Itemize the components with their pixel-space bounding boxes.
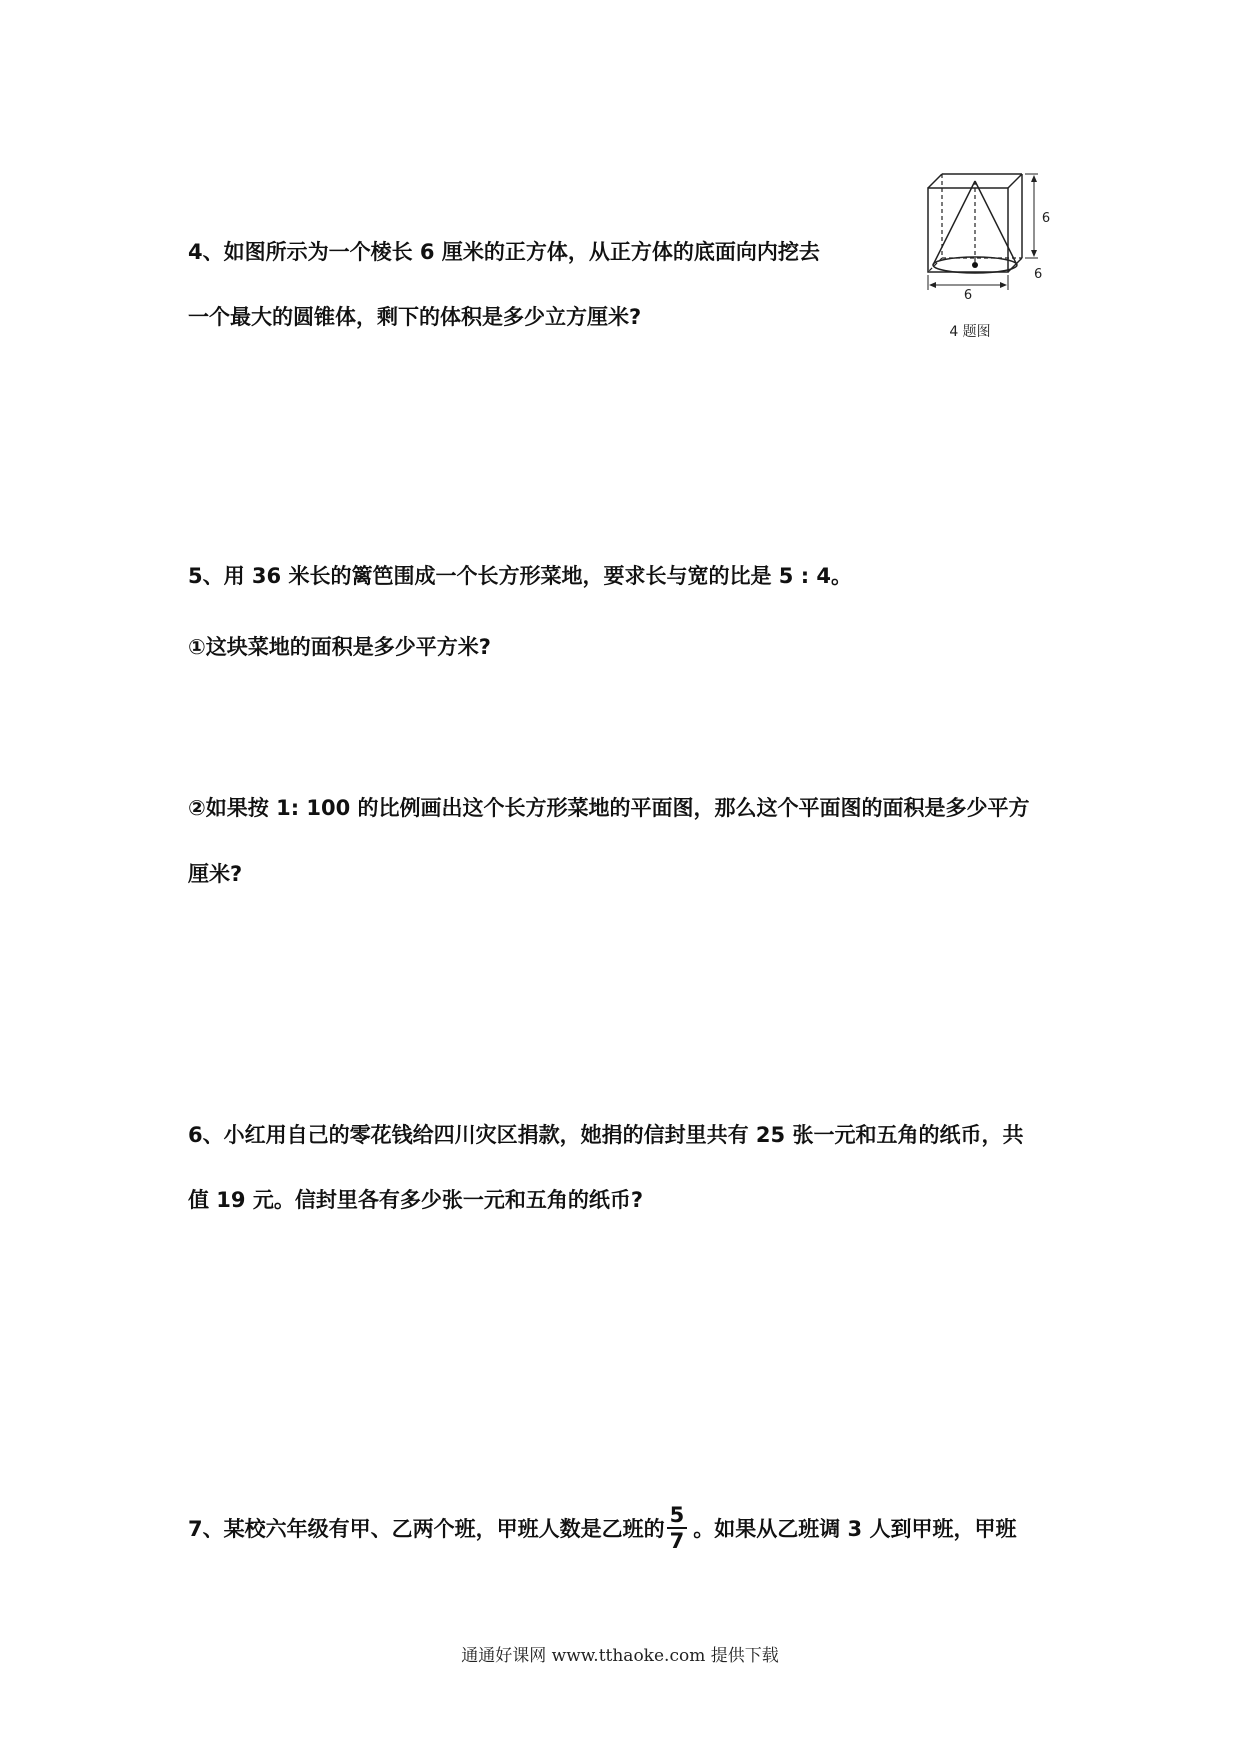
q5-line-1: 5、用 36 米长的篱笆围成一个长方形菜地，要求长与宽的比是 5 : 4。 [188,564,853,588]
height-label: 6 [1041,211,1051,226]
cone-left-slant [933,181,975,265]
cone-right-slant [975,181,1017,265]
q5-sub-1: ①这块菜地的面积是多少平方米? [188,635,491,659]
q7-text-after: 。如果从乙班调 3 人到甲班，甲班 [693,1517,1017,1541]
q4-line-2: 一个最大的圆锥体，剩下的体积是多少立方厘米? [188,305,642,329]
width-label: 6 [963,288,973,303]
q6-line-2: 值 19 元。信封里各有多少张一元和五角的纸币? [188,1188,644,1212]
q5-sub-2-line-2: 厘米? [188,862,243,886]
q7-text-before: 7、某校六年级有甲、乙两个班，甲班人数是乙班的 [188,1517,665,1541]
cube-cone-figure [920,160,1070,340]
cube-top-edge-right [1008,174,1022,188]
figure-caption: 4 题图 [949,324,991,340]
page-footer: 通通好课网 www.tthaoke.com 提供下载 [461,1646,779,1666]
depth-label: 6 [1034,267,1043,282]
q4-line-1: 4、如图所示为一个棱长 6 厘米的正方体，从正方体的底面向内挖去 [188,240,820,264]
q5-sub-2-line-1: ②如果按 1: 100 的比例画出这个长方形菜地的平面图，那么这个平面图的面积是多少平方 [188,796,1030,820]
q7-fraction-denominator: 7 [669,1529,685,1553]
cube-top-edge-left [928,174,942,188]
q7-fraction [667,1503,688,1553]
q7-line-1 [188,1505,1016,1555]
cone-base-center [972,262,978,268]
q6-line-1: 6、小红用自己的零花钱给四川灾区捐款，她捐的信封里共有 25 张一元和五角的纸币，共 [188,1123,1024,1147]
q7-fraction-numerator: 5 [667,1503,688,1529]
